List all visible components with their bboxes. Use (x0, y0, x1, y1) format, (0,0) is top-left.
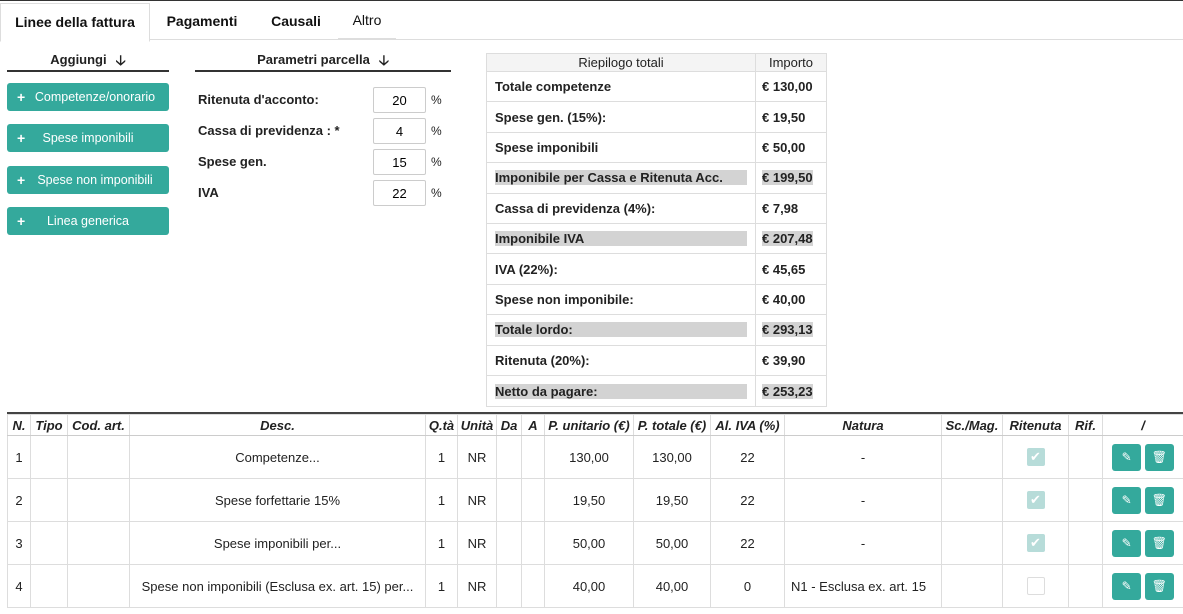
cell-ritenuta (1003, 436, 1069, 479)
cell-actions (1103, 522, 1183, 565)
summary-row-label: Spese imponibili (487, 133, 756, 162)
column-header: A (522, 415, 545, 436)
cell-ritenuta (1003, 479, 1069, 522)
invoice-lines-table (7, 412, 1183, 608)
cell-desc: Spese non imponibili (Esclusa ex. art. 15) per... (130, 565, 426, 608)
summary-row-label: Ritenuta (20%): (487, 346, 756, 375)
edit-button[interactable] (1112, 573, 1141, 600)
cell-qta: 1 (426, 479, 458, 522)
tab-causali[interactable]: Causali (271, 13, 321, 29)
arrow-down-icon: 🡣 (378, 52, 389, 68)
summary-row-value: € 7,98 (762, 200, 799, 216)
cell-tipo (31, 522, 68, 565)
summary-row-value: € 130,00 (762, 79, 813, 95)
cell-desc: Competenze... (130, 436, 426, 479)
tab-linee-fattura[interactable]: Linee della fattura (0, 3, 150, 42)
summary-row (487, 254, 826, 284)
cell-n: 3 (8, 522, 31, 565)
edit-button[interactable] (1112, 487, 1141, 514)
cell-natura: - (785, 479, 942, 522)
cell-qta: 1 (426, 522, 458, 565)
cell-da (497, 522, 522, 565)
cell-rif (1069, 436, 1103, 479)
cell-iva: 22 (711, 522, 785, 565)
arrow-down-icon: 🡣 (115, 52, 126, 68)
params-section-title: Parametri parcella (257, 52, 370, 67)
param-label-iva: IVA (198, 185, 219, 200)
plus-icon: + (17, 130, 26, 146)
cell-punit: 130,00 (545, 436, 634, 479)
cassa-input[interactable] (373, 118, 426, 144)
table-row (8, 522, 1183, 565)
summary-row (487, 376, 826, 406)
cell-sc (942, 479, 1003, 522)
summary-row-label: Totale lordo: (487, 315, 756, 344)
tab-altro[interactable]: Altro (338, 3, 396, 39)
cell-unita: NR (458, 436, 497, 479)
cell-cod (68, 565, 130, 608)
column-header: Cod. art. (68, 415, 130, 436)
summary-row-label: Netto da pagare: (487, 376, 756, 406)
cell-actions (1103, 436, 1183, 479)
column-header: P. totale (€) (634, 415, 711, 436)
cell-ritenuta (1003, 565, 1069, 608)
summary-row (487, 194, 826, 224)
cell-ptot: 130,00 (634, 436, 711, 479)
summary-row-label: Spese non imponibile: (487, 285, 756, 314)
cell-actions (1103, 479, 1183, 522)
edit-button[interactable] (1112, 444, 1141, 471)
cell-n: 1 (8, 436, 31, 479)
check-icon: ✔ (1030, 535, 1041, 550)
table-row (8, 436, 1183, 479)
cell-unita: NR (458, 522, 497, 565)
cell-rif (1069, 565, 1103, 608)
cell-tipo (31, 479, 68, 522)
add-section-header (7, 50, 169, 72)
ritenuta-checkbox[interactable] (1027, 491, 1045, 509)
summary-row (487, 224, 826, 254)
add-competenze-button[interactable]: + Competenze/onorario (7, 83, 169, 111)
summary-row-value: € 207,48 (762, 231, 813, 247)
column-header: Desc. (130, 415, 426, 436)
column-header: Rif. (1069, 415, 1103, 436)
param-unit: % (431, 124, 442, 138)
trash-icon: 🗑 (1151, 535, 1167, 550)
cell-a (522, 479, 545, 522)
summary-row-value: € 45,65 (762, 261, 806, 277)
delete-button[interactable] (1145, 573, 1174, 600)
summary-row-value: € 253,23 (762, 383, 813, 399)
column-header: Da (497, 415, 522, 436)
cell-n: 2 (8, 479, 31, 522)
summary-row (487, 315, 826, 345)
ritenuta-checkbox[interactable] (1027, 534, 1045, 552)
plus-icon: + (17, 213, 26, 229)
summary-row (487, 346, 826, 376)
edit-icon: ✎ (1121, 535, 1132, 550)
add-linea-generica-button[interactable]: + Linea generica (7, 207, 169, 235)
summary-header (487, 54, 826, 72)
cell-actions (1103, 565, 1183, 608)
param-unit: % (431, 93, 442, 107)
param-label-spese-gen: Spese gen. (198, 154, 267, 169)
cell-iva: 0 (711, 565, 785, 608)
trash-icon: 🗑 (1151, 578, 1167, 593)
ritenuta-checkbox[interactable] (1027, 448, 1045, 466)
cell-sc (942, 522, 1003, 565)
cell-cod (68, 479, 130, 522)
table-row (8, 565, 1183, 608)
edit-icon: ✎ (1121, 578, 1132, 593)
spese-gen-input[interactable] (373, 149, 426, 175)
cell-sc (942, 436, 1003, 479)
param-unit: % (431, 155, 442, 169)
summary-row (487, 102, 826, 132)
edit-icon: ✎ (1121, 449, 1132, 464)
summary-row (487, 163, 826, 193)
cell-unita: NR (458, 565, 497, 608)
column-header: Sc./Mag. (942, 415, 1003, 436)
cell-da (497, 436, 522, 479)
summary-col-value: Importo (768, 55, 814, 70)
ritenuta-checkbox[interactable] (1027, 577, 1045, 595)
cell-cod (68, 522, 130, 565)
column-header: / (1103, 415, 1183, 436)
cell-ritenuta (1003, 522, 1069, 565)
cell-ptot: 19,50 (634, 479, 711, 522)
cell-ptot: 40,00 (634, 565, 711, 608)
cell-da (497, 479, 522, 522)
trash-icon: 🗑 (1151, 449, 1167, 464)
cell-qta: 1 (426, 436, 458, 479)
edit-icon: ✎ (1121, 492, 1132, 507)
summary-row-label: IVA (22%): (487, 254, 756, 283)
param-unit: % (431, 186, 442, 200)
summary-row-value: € 19,50 (762, 109, 806, 125)
invoice-tabs (0, 0, 1183, 40)
summary-row-label: Spese gen. (15%): (487, 102, 756, 131)
cell-desc: Spese forfettarie 15% (130, 479, 426, 522)
cell-a (522, 522, 545, 565)
summary-row-label: Totale competenze (487, 72, 756, 101)
summary-row-label: Imponibile IVA (487, 224, 756, 253)
column-header: Al. IVA (%) (711, 415, 785, 436)
add-spese-non-imponibili-button[interactable]: + Spese non imponibili (7, 166, 169, 194)
summary-row-value: € 293,13 (762, 322, 813, 338)
params-section-header (195, 50, 451, 72)
plus-icon: + (17, 89, 26, 105)
cell-iva: 22 (711, 436, 785, 479)
cell-a (522, 436, 545, 479)
cell-rif (1069, 522, 1103, 565)
table-row (8, 479, 1183, 522)
summary-table (486, 53, 827, 407)
summary-row-value: € 39,90 (762, 352, 806, 368)
add-section-title: Aggiungi (50, 52, 107, 67)
cell-natura: - (785, 522, 942, 565)
cell-da (497, 565, 522, 608)
iva-input[interactable] (373, 180, 426, 206)
column-header: N. (8, 415, 31, 436)
param-label-cassa: Cassa di previdenza : * (198, 123, 340, 138)
cell-rif (1069, 479, 1103, 522)
check-icon: ✔ (1030, 449, 1041, 464)
delete-button[interactable] (1145, 530, 1174, 557)
cell-tipo (31, 436, 68, 479)
cell-ptot: 50,00 (634, 522, 711, 565)
summary-row-value: € 199,50 (762, 170, 813, 186)
delete-button[interactable] (1145, 444, 1174, 471)
cell-punit: 40,00 (545, 565, 634, 608)
trash-icon: 🗑 (1151, 492, 1167, 507)
summary-row-label: Imponibile per Cassa e Ritenuta Acc. (487, 163, 756, 192)
column-header: Ritenuta (1003, 415, 1069, 436)
summary-row-label: Cassa di previdenza (4%): (487, 194, 756, 223)
cell-unita: NR (458, 479, 497, 522)
cell-tipo (31, 565, 68, 608)
summary-row (487, 72, 826, 102)
column-header: Tipo (31, 415, 68, 436)
cell-natura: - (785, 436, 942, 479)
column-header: Q.tà (426, 415, 458, 436)
param-label-ritenuta: Ritenuta d'acconto: (198, 92, 319, 107)
cell-sc (942, 565, 1003, 608)
cell-cod (68, 436, 130, 479)
summary-row (487, 133, 826, 163)
cell-desc: Spese imponibili per... (130, 522, 426, 565)
plus-icon: + (17, 172, 26, 188)
column-header: Natura (785, 415, 942, 436)
summary-col-label: Riepilogo totali (487, 54, 756, 71)
add-spese-imponibili-button[interactable]: + Spese imponibili (7, 124, 169, 152)
cell-n: 4 (8, 565, 31, 608)
column-header: P. unitario (€) (545, 415, 634, 436)
edit-button[interactable] (1112, 530, 1141, 557)
summary-row (487, 285, 826, 315)
cell-punit: 19,50 (545, 479, 634, 522)
cell-a (522, 565, 545, 608)
tab-pagamenti[interactable]: Pagamenti (166, 13, 238, 29)
cell-iva: 22 (711, 479, 785, 522)
cell-qta: 1 (426, 565, 458, 608)
check-icon: ✔ (1030, 492, 1041, 507)
delete-button[interactable] (1145, 487, 1174, 514)
summary-row-value: € 40,00 (762, 291, 806, 307)
ritenuta-input[interactable] (373, 87, 426, 113)
cell-natura: N1 - Esclusa ex. art. 15 (785, 565, 942, 608)
cell-punit: 50,00 (545, 522, 634, 565)
column-header: Unità (458, 415, 497, 436)
summary-row-value: € 50,00 (762, 139, 806, 155)
